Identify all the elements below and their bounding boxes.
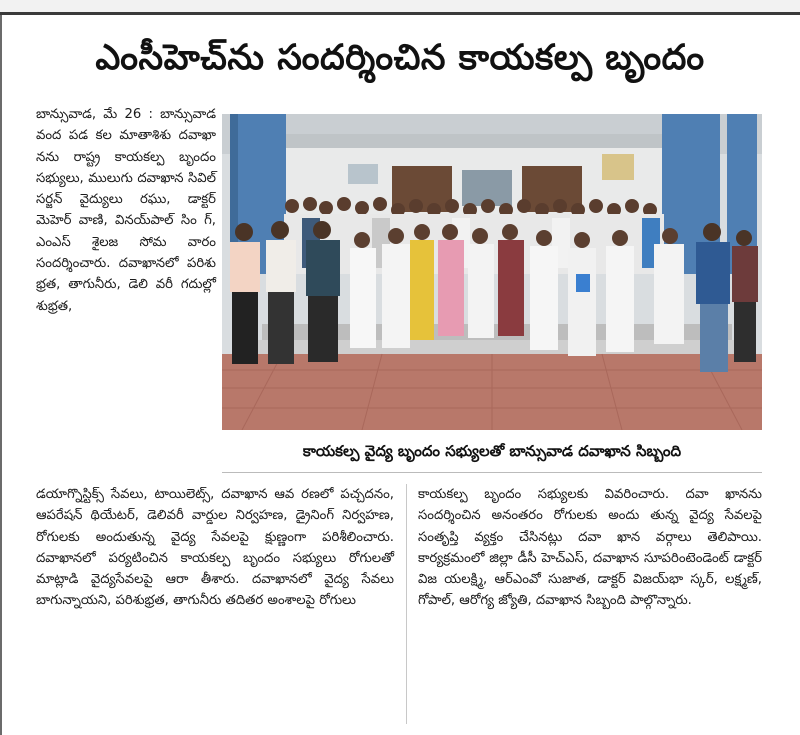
photo-caption: కాయకల్ప వైద్య బృందం సభ్యులతో బాన్సువాడ దవాఖాన సిబ్బంది bbox=[222, 430, 762, 473]
top-rule bbox=[0, 12, 800, 15]
article-body-bottom-right-column bbox=[418, 484, 762, 612]
body-text-bottom-right: కాయకల్ప బృందం సభ్యులకు వివరించారు. దవా ఖానను సందర్శించిన అనంతరం రోగులకు అందు తున్న వైద్య సేవలపై సంతృప్తి వ్యక్తం చేసినట్లు దవా ఖాన వర్గాలు తెలిపాయి. కార్యక్రమంలో జిల్లా డీసీ హెచ్ఎస్, దవాఖాన సూపరింటెండెంట్ డాక్టర్ విజ యలక్ష్మి, ఆర్ఎంవో సుజాత, డాక్టర్ విజయ్‌భా స్కర్, లక్ష్మణ్, గోపాల్, ఆరోగ్య జ్యోతి, దవాఖాన సిబ్బంది పాల్గొన్నారు. bbox=[418, 487, 762, 609]
column-divider bbox=[406, 484, 407, 724]
news-photo bbox=[222, 114, 762, 430]
article-body-left-column bbox=[36, 104, 216, 317]
top-margin-band bbox=[0, 0, 800, 12]
body-text-bottom-left: డయాగ్నొస్టిక్స్ సేవలు, టాయిలెట్స్, దవాఖాన ఆవ రణలో పచ్చదనం, ఆపరేషన్ థియేటర్, డెలివరీ వార్డుల నిర్వహణ, డ్రైనింగ్ నిర్వహణ, రోగులకు అందుతున్న వైద్య సేవలపై క్షుణ్ణంగా పరిశీలించారు. దవాఖానలో పర్యటించిన కాయకల్ప బృందం సభ్యులు రోగులతో మాట్లాడి వైద్యసేవలపై ఆరా తీశారు. దవాఖానలో వైద్య సేవలు బాగున్నాయని, పరిశుభ్రత, తాగునీరు తదితర అంశాలపై రోగులు bbox=[36, 487, 394, 609]
left-column-rule bbox=[0, 15, 2, 735]
article-body-bottom-left-column bbox=[36, 484, 394, 612]
body-text-left: బాన్సువాడ, మే 26 : బాన్సువాడ వంద పడ కల మాతాశిశు దవాఖా నను రాష్ట్ర కాయకల్ప బృందం సభ్యులు, ములుగు దవాఖాన సివిల్ సర్జన్ వైద్యులు రఘు, డాక్టర్ మెహెర్ వాణి, వినయ్‌పాల్ సిం గ్, ఎంఎస్ శైలజ సోమ వారం సందర్శించారు. దవాఖానలో పరిశు భ్రత, తాగునీరు, డెలి వరీ గదుల్లో శుభ్రత, bbox=[36, 107, 216, 314]
article-headline: ఎంసీహెచ్‌ను సందర్శించిన కాయకల్ప బృందం bbox=[95, 38, 705, 78]
